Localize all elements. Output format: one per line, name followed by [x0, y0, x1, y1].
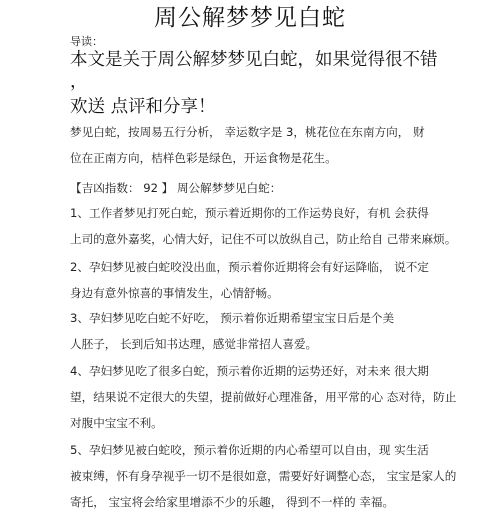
page-title: 周公解梦梦见白蛇	[154, 5, 346, 31]
body-line: 望，结果说不定很大的失望，提前做好心理准备，用平常的心 态对待，防止	[70, 390, 457, 404]
body-line: 4、孕妇梦见吃了很多白蛇，预示着你近期的运势还好，对未来 很大期	[70, 364, 429, 378]
body-line: 位在正南方向，桔样色彩是绿色，开运食物是花生。	[70, 151, 337, 165]
body-line: 5、孕妇梦见被白蛇咬，预示着你近期的内心希望可以自由，现 实生活	[70, 443, 429, 457]
guide-label: 导读：	[70, 35, 103, 48]
fortune-index-line: 【吉凶指数： 92 】 周公解梦梦见白蛇：	[70, 181, 282, 195]
body-line: 身边有意外惊喜的事情发生，心情舒畅。	[70, 286, 279, 300]
body-line: 3、孕妇梦见吃白蛇不好吃， 预示着你近期希望宝宝日后是个美	[70, 311, 395, 325]
intro-line-2: ，	[70, 72, 88, 92]
body-line: 上司的意外嘉奖，心情大好，记住不可以放纵自己，防止给自 己带来麻烦。	[70, 232, 457, 246]
body-line: 梦见白蛇，按周易五行分析， 幸运数字是 3，桃花位在东南方向， 财	[70, 125, 425, 139]
body-line: 对腹中宝宝不利。	[70, 416, 163, 430]
body-line: 寄托， 宝宝将会给家里增添不少的乐趣， 得到不一样的 幸福。	[70, 495, 395, 509]
intro-line-1: 本文是关于周公解梦梦见白蛇，如果觉得很不错	[70, 50, 438, 70]
body-line: 被束缚，怀有身孕视乎一切不是很如意，需要好好调整心态， 宝宝是家人的	[70, 469, 457, 483]
body-line: 2、孕妇梦见被白蛇咬没出血，预示着你近期将会有好运降临， 说不定	[70, 260, 429, 274]
intro-line-3: 欢送 点评和分享！	[70, 97, 216, 117]
body-line: 人胚子， 长到后知书达理，感觉非常招人喜爱。	[70, 337, 318, 351]
body-line: 1、工作者梦见打死白蛇，预示着近期你的工作运势良好，有机 会获得	[70, 206, 429, 220]
